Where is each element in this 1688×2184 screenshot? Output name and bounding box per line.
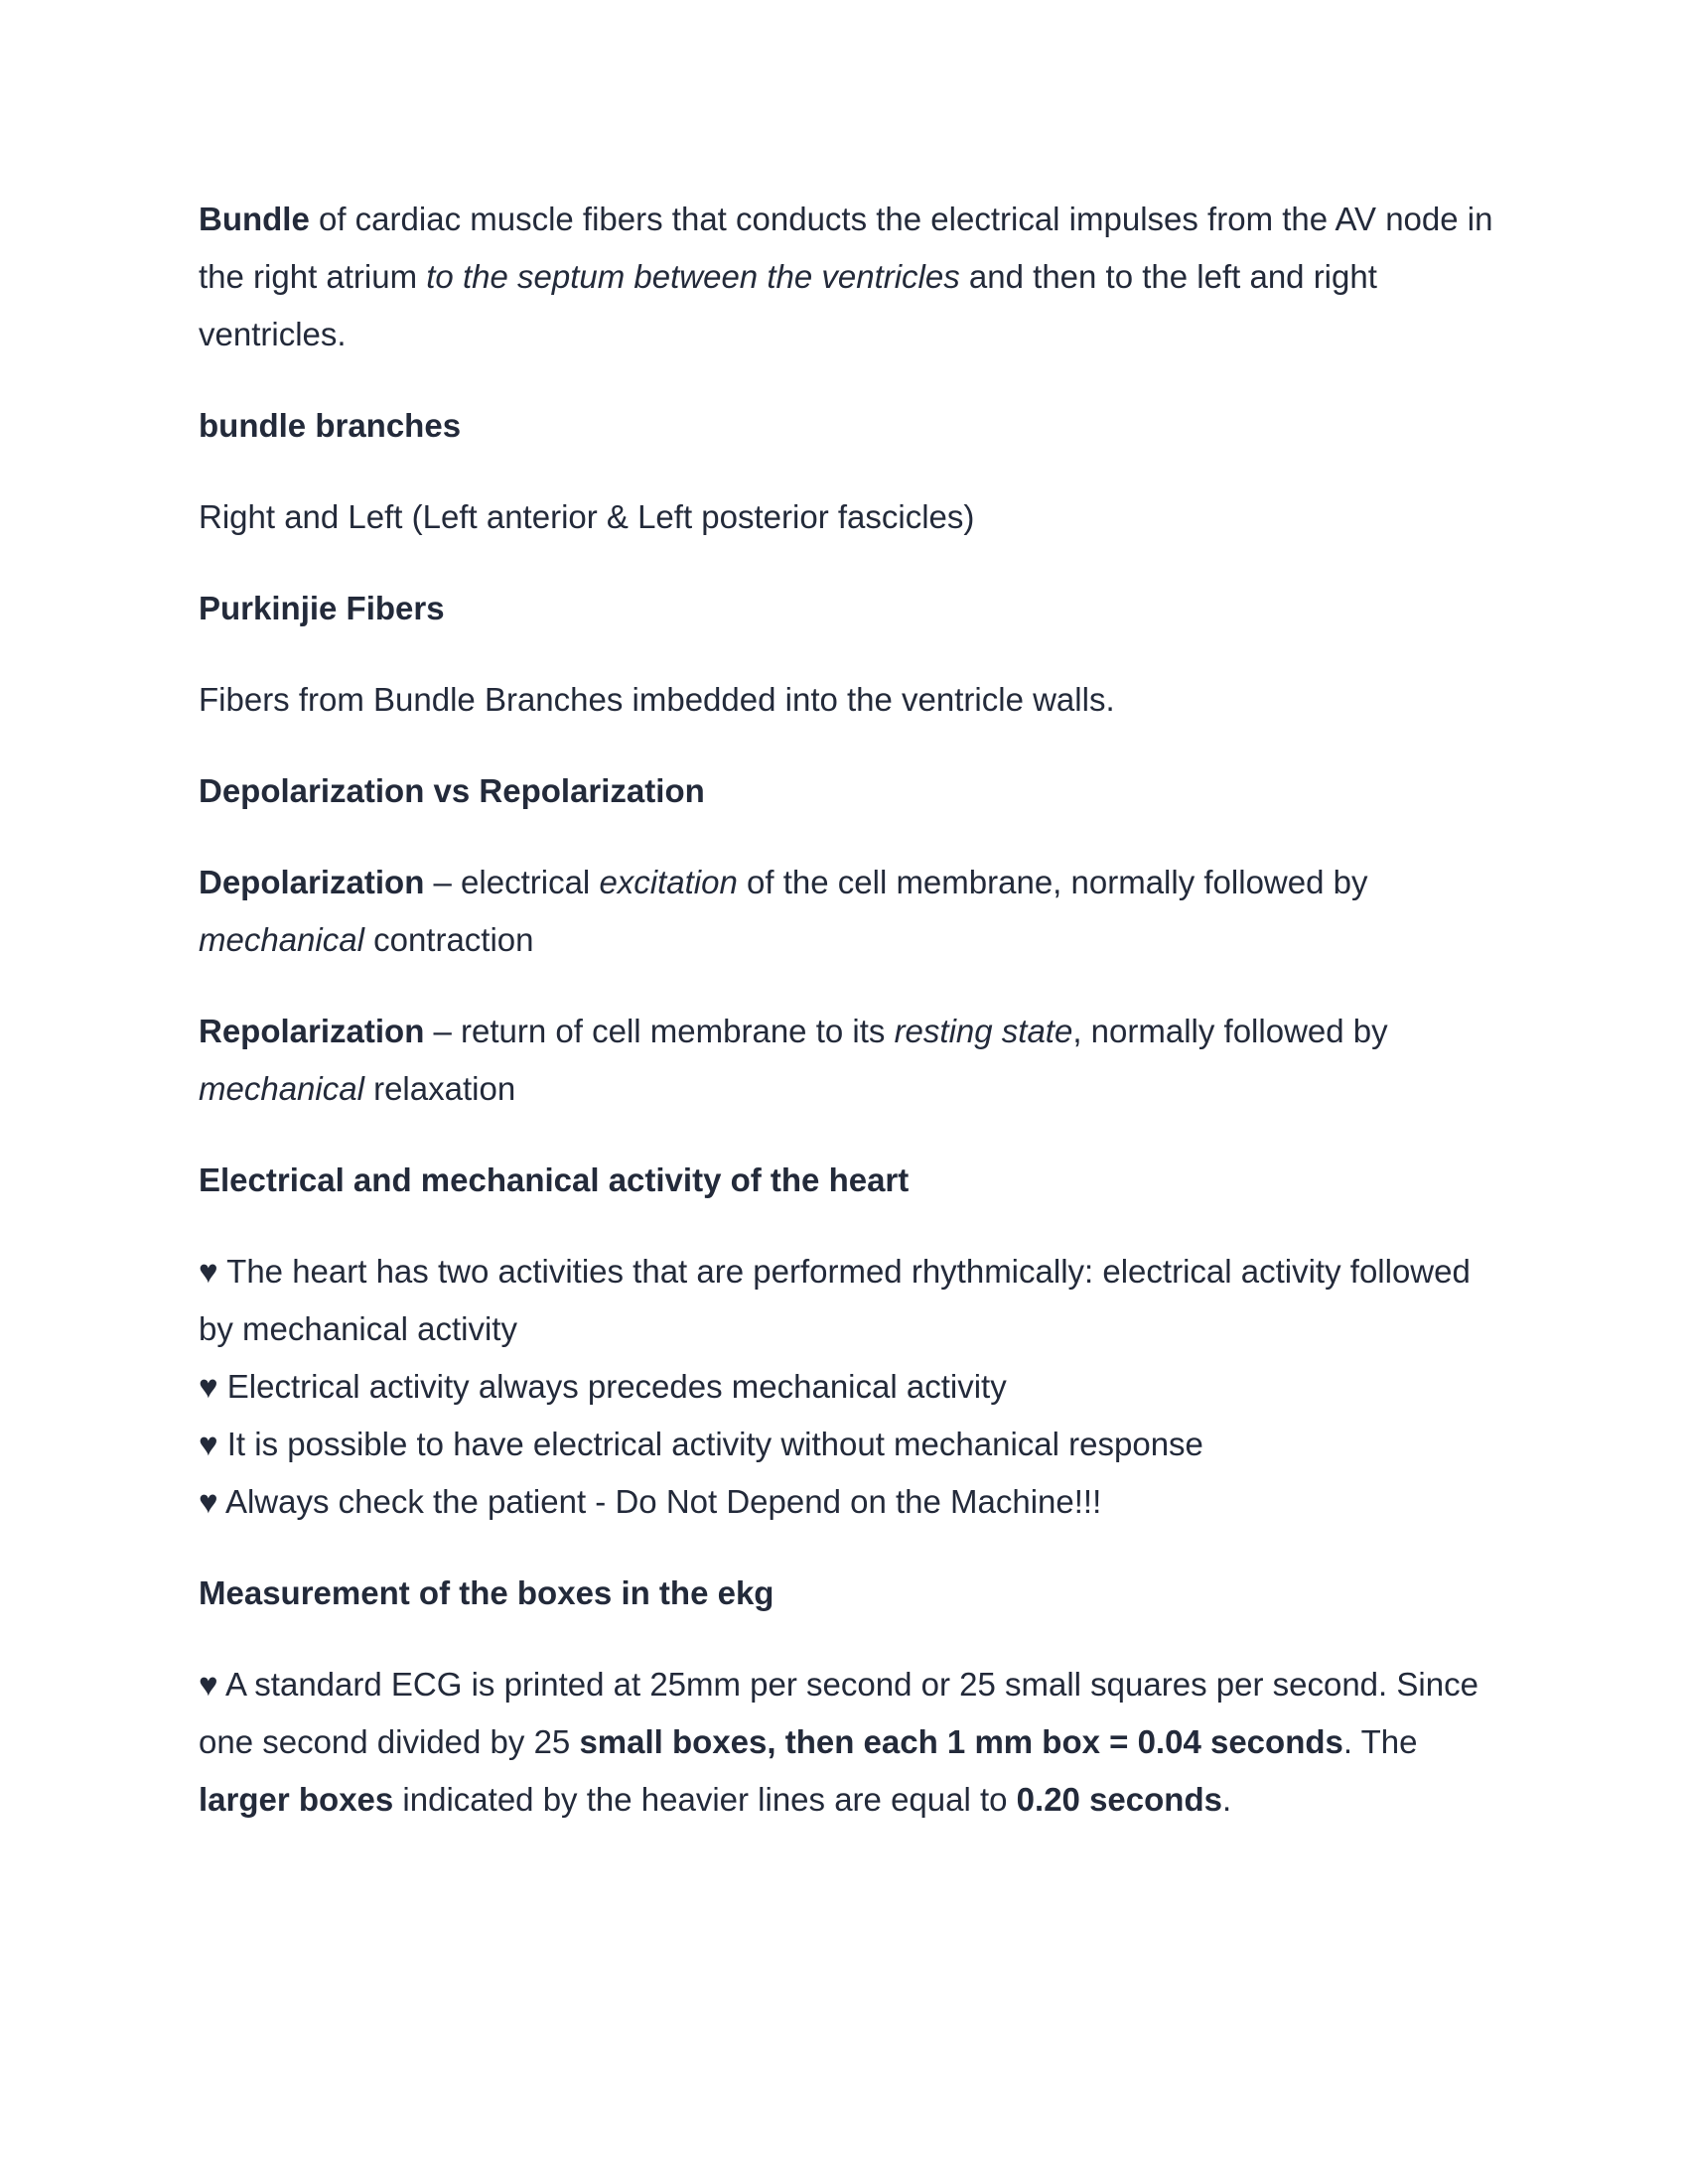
depolarization-italic-mechanical: mechanical [199, 921, 364, 958]
measurement-bold-seconds: 0.20 seconds [1016, 1781, 1222, 1818]
measurement-paragraph [199, 1656, 1499, 1829]
repolarization-text-3: relaxation [363, 1070, 516, 1107]
measurement-text-4: . [1221, 1781, 1232, 1818]
measurement-text-2: . The [1342, 1723, 1418, 1760]
purkinjie-fibers-paragraph: Fibers from Bundle Branches imbedded into the ventricle walls. [199, 681, 1115, 718]
bundle-text-1: of cardiac muscle fibers that conducts the electrical impulses from the AV node in the right atrium [199, 201, 1493, 295]
activity-bullet-list [199, 1243, 1499, 1531]
depolarization-vs-repolarization-heading: Depolarization vs Repolarization [199, 772, 705, 809]
bundle-definition-paragraph [199, 191, 1499, 363]
bundle-text-2: and then to the left and right ventricles. [199, 258, 1377, 352]
measurement-bold-small-boxes: small boxes, then each 1 mm box = 0.04 seconds [579, 1723, 1343, 1760]
activity-bullet-item: ♥ The heart has two activities that are performed rhythmically: electrical activity followed by mechanical activity [199, 1253, 1471, 1347]
repolarization-text-2: , normally followed by [1072, 1013, 1388, 1049]
repolarization-paragraph [199, 1003, 1499, 1118]
measurement-heading: Measurement of the boxes in the ekg [199, 1574, 774, 1611]
measurement-bold-larger-boxes: larger boxes [199, 1781, 394, 1818]
depolarization-paragraph [199, 854, 1499, 969]
activity-bullet-item: ♥ Always check the patient - Do Not Depend on the Machine!!! [199, 1483, 1102, 1520]
repolarization-term: Repolarization [199, 1013, 425, 1049]
activity-bullet-item: ♥ Electrical activity always precedes mechanical activity [199, 1368, 1007, 1405]
bundle-italic-phrase: to the septum between the ventricles [426, 258, 960, 295]
depolarization-text-1: – electrical [424, 864, 600, 900]
depolarization-text-3: contraction [363, 921, 534, 958]
depolarization-term: Depolarization [199, 864, 425, 900]
measurement-text-3: indicated by the heavier lines are equal to [393, 1781, 1017, 1818]
repolarization-italic-mechanical: mechanical [199, 1070, 364, 1107]
depolarization-text-2: of the cell membrane, normally followed by [737, 864, 1368, 900]
repolarization-italic-resting-state: resting state [894, 1013, 1073, 1049]
document-page [199, 191, 1499, 1862]
activity-bullet-item: ♥ It is possible to have electrical activity without mechanical response [199, 1426, 1203, 1462]
repolarization-text-1: – return of cell membrane to its [424, 1013, 895, 1049]
measurement-text-1: ♥ A standard ECG is printed at 25mm per second or 25 small squares per second. Since one second divided by 25 [199, 1666, 1478, 1760]
purkinjie-fibers-heading: Purkinjie Fibers [199, 590, 445, 626]
bundle-term: Bundle [199, 201, 310, 237]
electrical-mechanical-activity-heading: Electrical and mechanical activity of the heart [199, 1161, 910, 1198]
bundle-branches-heading: bundle branches [199, 407, 462, 444]
bundle-branches-paragraph: Right and Left (Left anterior & Left posterior fascicles) [199, 498, 975, 535]
depolarization-italic-excitation: excitation [599, 864, 738, 900]
